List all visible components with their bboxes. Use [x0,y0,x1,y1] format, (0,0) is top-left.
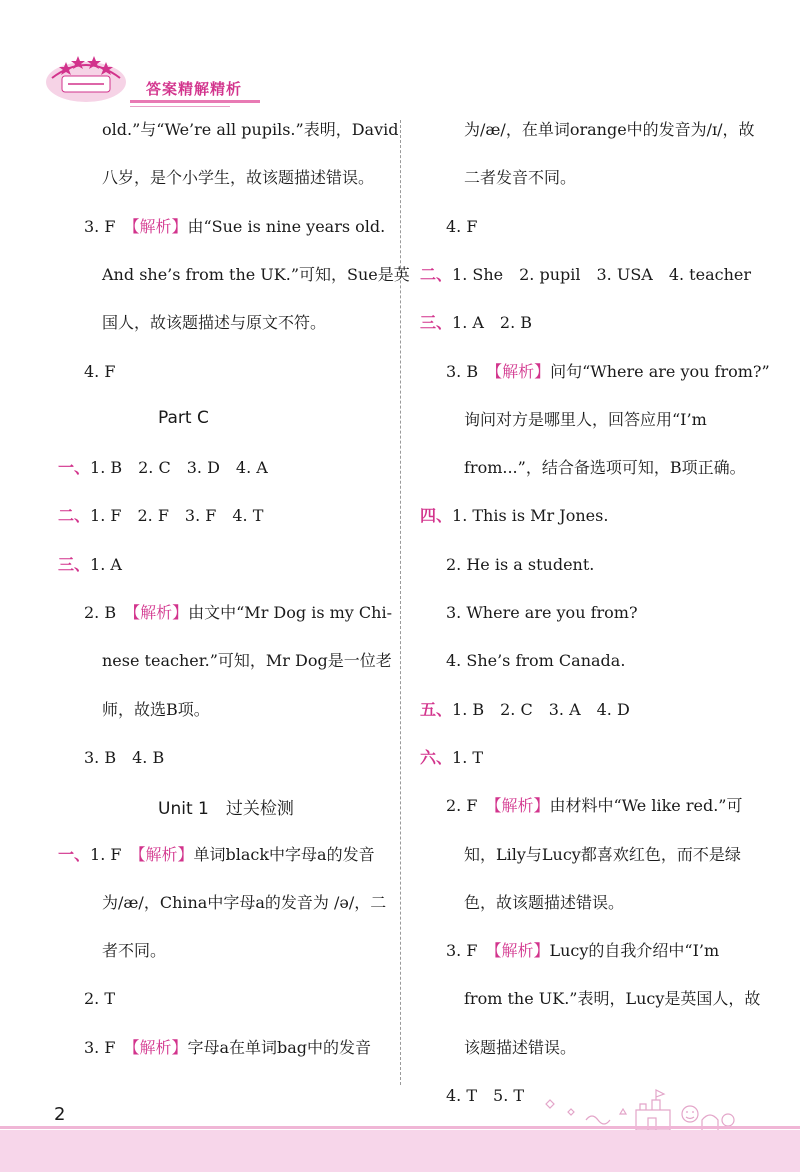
answer-line [58,506,263,526]
answer-line [84,989,115,1009]
answer-text: 色，故该题描述错误。 [464,892,625,912]
answer-text: 师，故选B项。 [102,699,210,719]
answer-text: 1. She 2. pupil 3. USA 4. teacher [452,264,752,284]
answer-text: 4. She’s from Canada. [446,651,626,671]
analysis-tag: 【解析】 [485,941,550,961]
publisher-logo-icon [44,48,128,104]
answer-text: 3. Where are you from? [446,603,638,622]
answer-line [420,700,630,720]
answer-text: 二者发音不同。 [464,168,577,188]
answer-text: 该题描述错误。 [464,1037,577,1057]
answer-line [58,458,268,478]
question-number: 3. F [84,1037,116,1057]
answer-line [102,313,326,333]
answer-text: 1. B 2. C 3. D 4. A [90,458,268,478]
answer-line [464,845,741,865]
page-number: 2 [54,1104,66,1125]
question-number: 3. F [84,216,116,236]
answer-line [84,217,385,237]
section-marker: 二、 [420,264,453,284]
section-marker: 一、 [58,844,91,864]
answer-text: 1. A [90,554,122,574]
answer-line [420,506,608,526]
answer-line [84,748,164,768]
answer-line [102,265,410,285]
section-marker: 四、 [420,506,453,526]
answer-text: old.”与“We’re all pupils.”表明，David [102,120,399,139]
answer-line [84,362,115,382]
answer-text: from...”，结合备选项可知，B项正确。 [464,458,746,478]
answer-text: 单词black中字母a的发音 [193,844,375,864]
answer-text: 1. B 2. C 3. A 4. D [452,699,630,719]
footer-stripe [0,1126,800,1129]
question-number: 3. F [446,941,478,961]
section-marker: 五、 [420,699,453,719]
answer-line [446,217,477,237]
answer-line [84,603,392,623]
question-number: 1. F [90,844,122,864]
answer-line [464,989,760,1009]
answer-text: 由材料中“We like red.”可 [549,796,743,816]
section-marker: 三、 [58,554,91,574]
answer-line [102,168,374,188]
answer-line [102,651,392,671]
answer-line [420,748,483,768]
answer-text: 为/æ/，在单词orange中的发音为/ɪ/，故 [464,120,755,139]
castle-decoration-icon [540,1084,740,1130]
answer-line [420,313,532,333]
answer-line [446,603,638,623]
analysis-tag: 【解析】 [123,1037,188,1057]
answer-text: 1. A 2. B [452,313,533,333]
answer-text: 者不同。 [102,941,167,961]
question-number: 3. B [446,361,479,381]
answer-line [102,700,210,720]
section-heading: Unit 1 过关检测 [158,799,294,820]
answer-line [446,796,742,816]
answer-text: 字母a在单词bag中的发音 [187,1037,372,1057]
answer-line [446,362,770,382]
analysis-tag: 【解析】 [129,844,194,864]
answer-text: 由“Sue is nine years old. [187,216,386,236]
section-marker: 一、 [58,458,91,478]
question-number: 2. B [84,603,117,622]
answer-text: 4. F [446,216,478,236]
answer-line [84,1038,371,1058]
footer-bar [0,1130,800,1172]
answer-text: 为/æ/，China中字母a的发音为 /ə/，二 [102,892,387,912]
answer-text: 1. This is Mr Jones. [452,506,609,526]
answer-line [464,168,576,188]
answer-line [102,893,386,913]
answer-line [464,1038,576,1058]
analysis-tag: 【解析】 [485,796,550,816]
answer-line [102,941,166,961]
answer-line [446,1086,524,1106]
answer-line [420,265,751,285]
analysis-tag: 【解析】 [123,216,188,236]
answer-text: 1. F 2. F 3. F 4. T [90,506,264,526]
section-marker: 二、 [58,506,91,526]
section-marker: 六、 [420,747,453,767]
answer-text: from the UK.”表明，Lucy是英国人，故 [464,989,761,1009]
answer-text: Lucy的自我介绍中“I’m [549,941,720,961]
answer-text: 知，Lily与Lucy都喜欢红色，而不是绿 [464,844,741,864]
header-rule-thin [130,106,230,107]
answer-text: 1. T [452,747,484,767]
answer-line [464,120,755,140]
section-marker: 三、 [420,313,453,333]
question-number: 2. F [446,796,478,816]
answer-line [102,120,398,140]
answer-line [464,893,624,913]
header-title: 答案精解精析 [146,80,243,98]
analysis-tag: 【解析】 [486,361,551,381]
answer-line [58,845,375,865]
answer-line [446,941,719,961]
answer-text: 2. He is a student. [446,554,595,574]
page-header [0,0,800,120]
header-rule [130,100,260,103]
answer-line [58,555,122,575]
answer-line [464,458,746,478]
answer-text: 4. T 5. T [446,1086,525,1105]
answer-text: nese teacher.”可知，Mr Dog是一位老 [102,651,392,671]
answer-text: 2. T [84,989,116,1009]
answer-text: 国人，故该题描述与原文不符。 [102,313,327,333]
answer-line [464,410,707,430]
analysis-tag: 【解析】 [124,603,189,622]
answer-text: 3. B 4. B [84,747,165,767]
section-heading: Part C [158,407,209,428]
answer-line [446,651,625,671]
answer-text: And she’s from the UK.”可知，Sue是英 [102,264,410,284]
answer-text: 询问对方是哪里人，回答应用“I’m [464,409,707,429]
answer-line [446,555,594,575]
answer-text: 由文中“Mr Dog is my Chi- [188,603,392,622]
answer-text: 八岁，是个小学生，故该题描述错误。 [102,168,375,188]
answer-text: 4. F [84,361,116,381]
answer-text: 问句“Where are you from?” [550,361,770,381]
